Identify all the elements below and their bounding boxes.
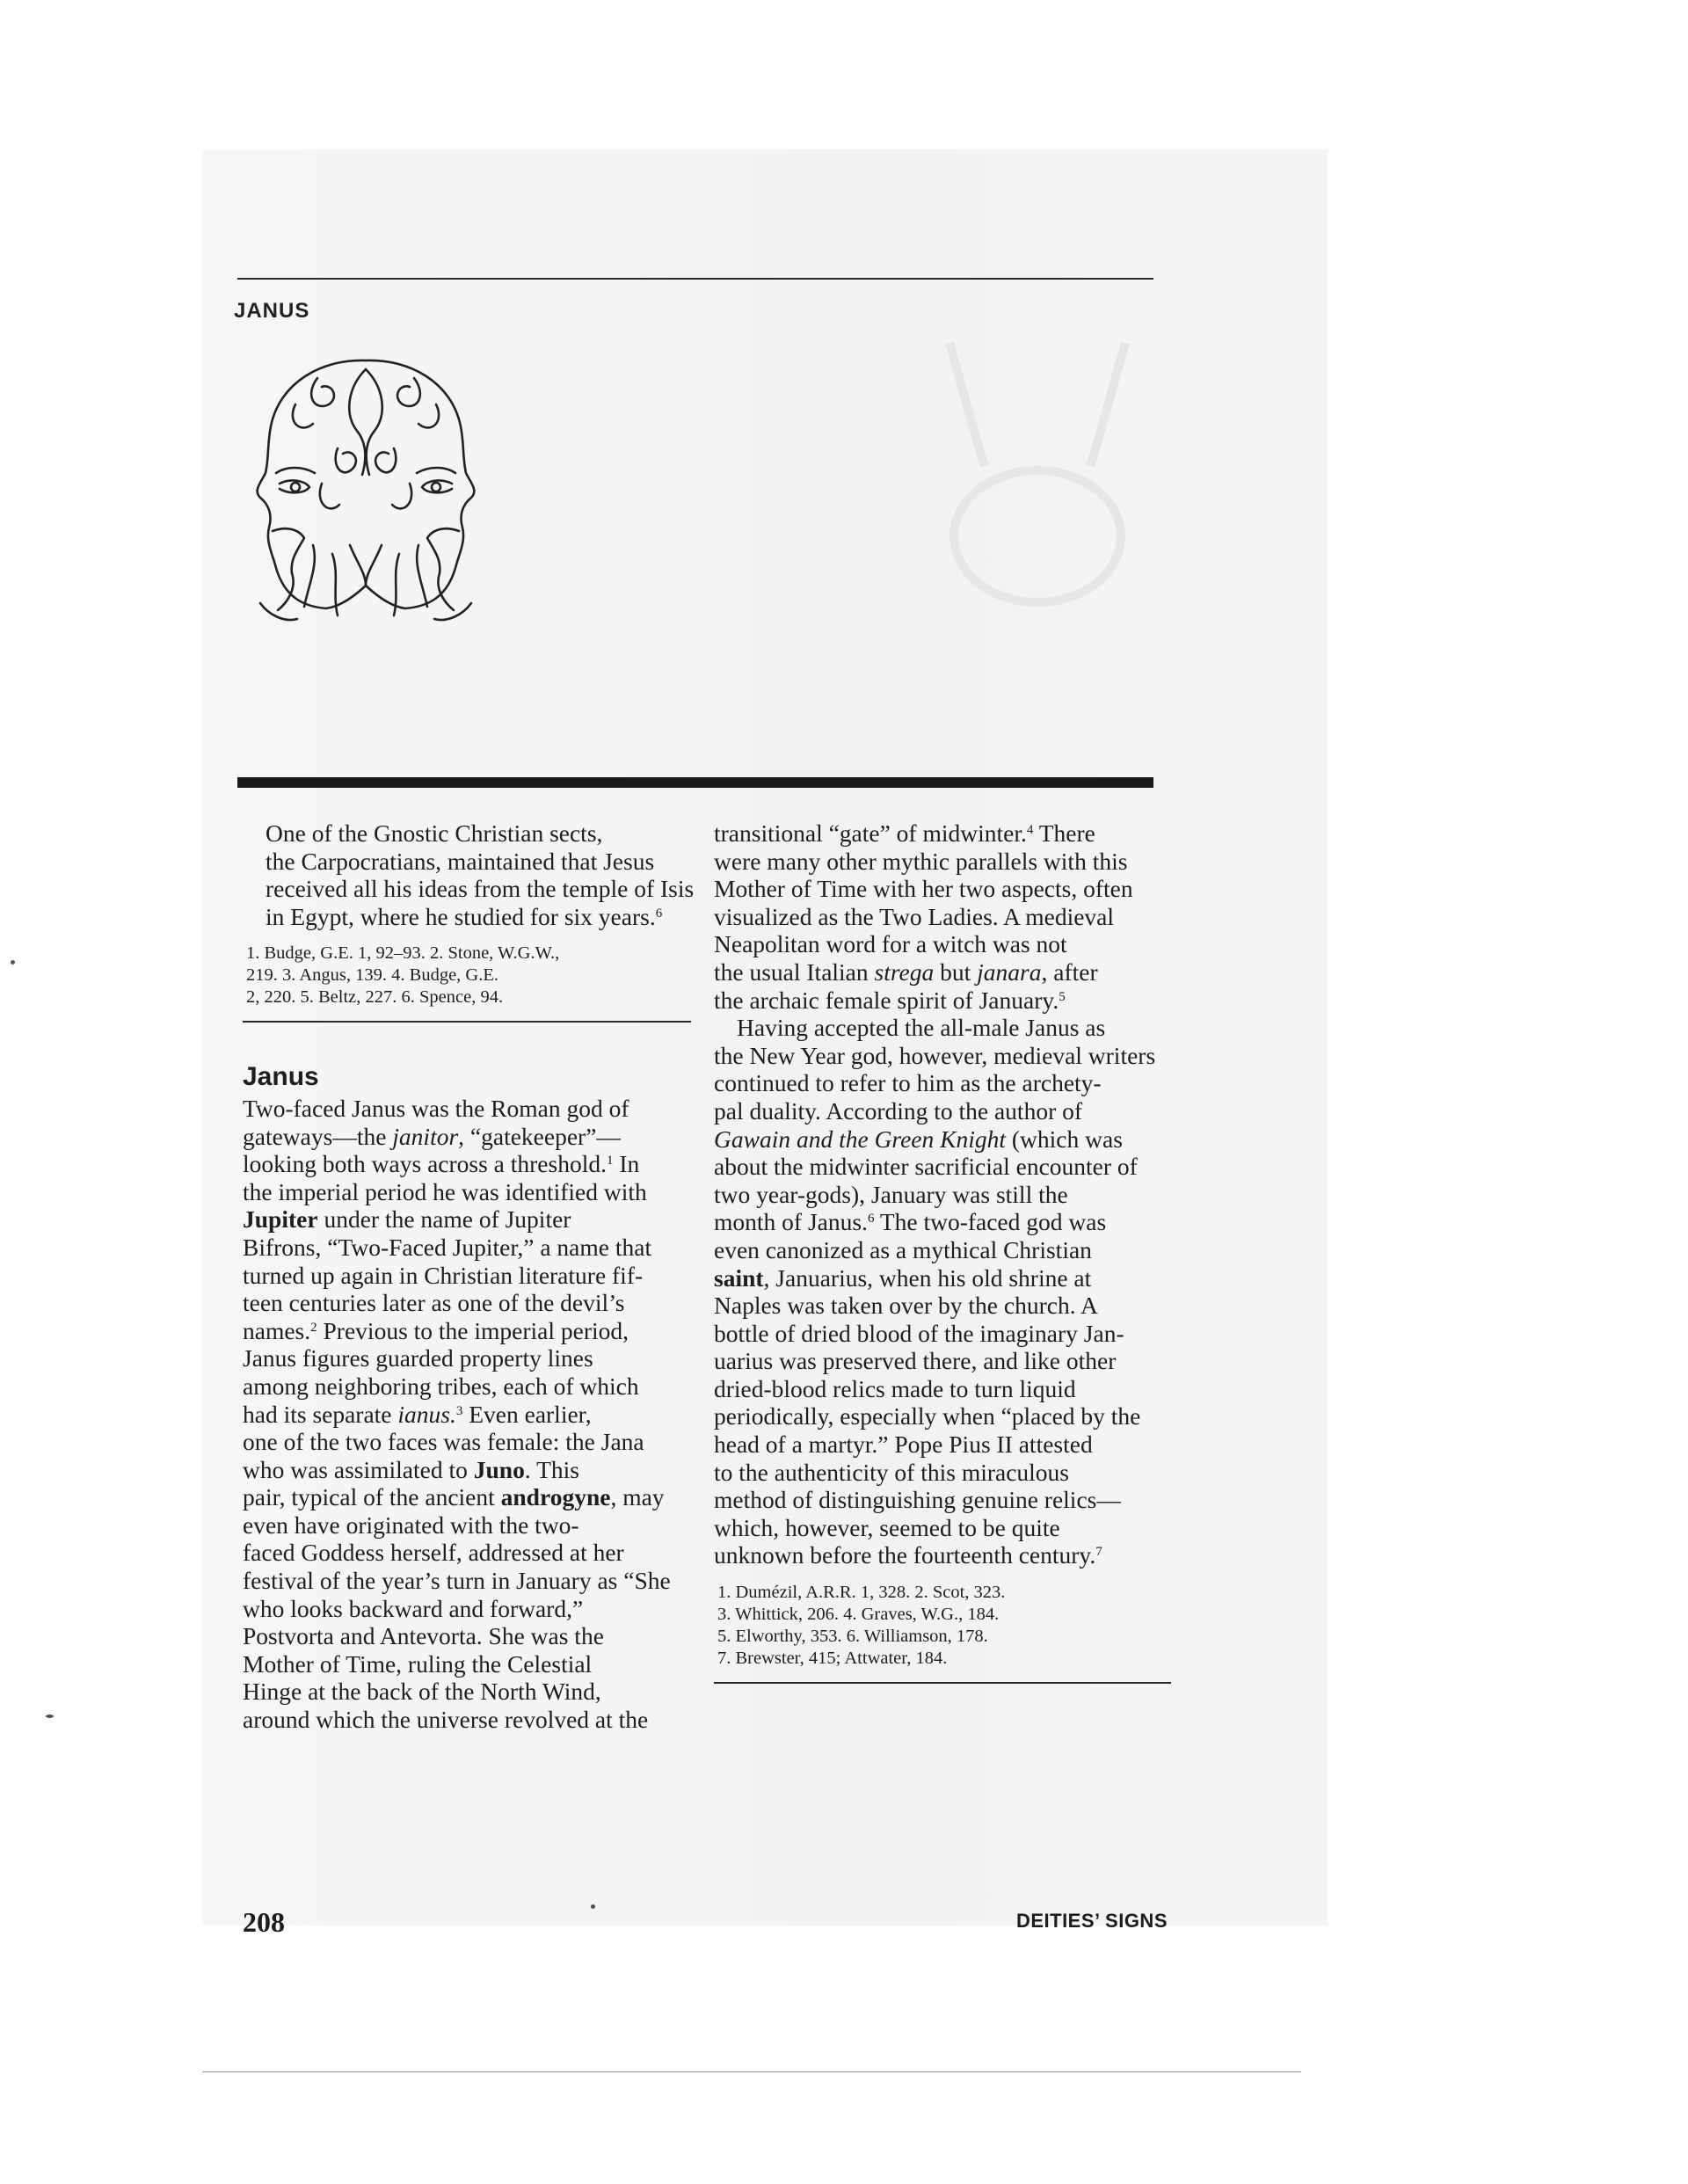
bleed-through-mark <box>914 334 1160 615</box>
cross-reference-saint: saint <box>714 1263 764 1292</box>
left-column <box>243 819 695 1734</box>
cross-reference-androgyne: androgyne <box>500 1483 611 1511</box>
running-footer: DEITIES’ SIGNS <box>1015 1910 1168 1932</box>
section-title: JANUS <box>234 299 310 323</box>
footnote-line: 219. 3. Angus, 139. 4. Budge, G.E. <box>246 965 498 986</box>
footnote-line: 3. Whittick, 206. 4. Graves, W.G., 184. <box>717 1605 1000 1625</box>
page-number: 208 <box>243 1906 285 1938</box>
entry-body-continued: transitional “gate” of midwinter.$^4$ There were many other mythic parallels with this Mother of Time with her two aspects, often visualized as the Two Ladies. A medieval Neapolitan word for a witch was not the usual Italian strega but janara, after the archaic female spirit of January.$^5$ <box>714 819 1133 1014</box>
right-column <box>714 819 1171 1684</box>
entry-footnotes <box>714 1582 1171 1670</box>
entry-title: Janus <box>243 1062 319 1092</box>
footnote-line: 1. Dumézil, A.R.R. 1, 328. 2. Scot, 323. <box>717 1583 1006 1603</box>
previous-entry-footnotes <box>243 943 691 1008</box>
header-rule <box>237 278 1153 280</box>
cross-reference-juno: Juno <box>473 1455 525 1483</box>
footnote-rule <box>243 1021 691 1023</box>
footnote-line: 7. Brewster, 415; Attwater, 184. <box>717 1649 948 1669</box>
intro-paragraph: One of the Gnostic Christian sects, the Carpocratians, maintained that Jesus received all his ideas from the temple of Isis in Egypt, where he studied for six years.$^6$ <box>266 819 695 930</box>
cross-reference-jupiter: Jupiter <box>243 1205 318 1234</box>
scan-speck <box>591 1904 595 1909</box>
section-divider <box>237 777 1153 788</box>
scan-edge <box>202 2071 1301 2072</box>
footnote-rule <box>714 1682 1171 1684</box>
scan-speck <box>46 1714 54 1718</box>
footnote-line: 2, 220. 5. Beltz, 227. 6. Spence, 94. <box>246 987 504 1008</box>
two-faced-janus-head-icon <box>234 343 498 642</box>
scan-speck <box>11 960 15 965</box>
entry-body: Two-faced Janus was the Roman god of gateways—the janitor, “gatekeeper”— looking both ways across a threshold.$^1$ In the imperial period he was identified with Jupiter under the name of Jupiter Bifrons, “Two-Faced Jupiter,” a name that turned up again in Christian literature fif- teen centuries later as one of the devil’s names.$^2$ Previous to the imperial period, Janus figures guarded property lines among neighboring tribes, each of which had its separate ianus.$^3$ Even earlier, one of the two faces was female: the Jana who was assimilated to Juno. This pair, typical of the ancient androgyne, may even have originated with the two- faced Goddess herself, addressed at her festival of the year’s turn in January as “She who looks backward and forward,” Postvorta and Antevorta. She was the Mother of Time, ruling the Celestial Hinge at the back of the North Wind, around which the universe revolved at the <box>243 1094 671 1734</box>
footnote-line: 5. Elworthy, 353. 6. Williamson, 178. <box>717 1627 988 1647</box>
work-title: Gawain and the Green Knight <box>714 1125 1007 1153</box>
footnote-line: 1. Budge, G.E. 1, 92–93. 2. Stone, W.G.W., <box>246 943 560 964</box>
entry-paragraph: Having accepted the all-male Janus as the New Year god, however, medieval writers continued to refer to him as the archety- pal duality. According to the author of Gawain and the Green Knight (which was about the midwinter sacrificial encounter of two year-gods), January was still the month of Janus.$^6$ The two-faced god was even canonized as a mythical Christian saint, Januarius, when his old shrine at Naples was taken over by the church. A bottle of dried blood of the imaginary Jan- uarius was preserved there, and like other dried-blood relics made to turn liquid periodically, especially when “placed by the head of a martyr.” Pope Pius II attested to the authenticity of this miraculous method of distinguishing genuine relics— which, however, seemed to be quite unknown before the fourteenth century.$^7$ <box>714 1014 1156 1569</box>
